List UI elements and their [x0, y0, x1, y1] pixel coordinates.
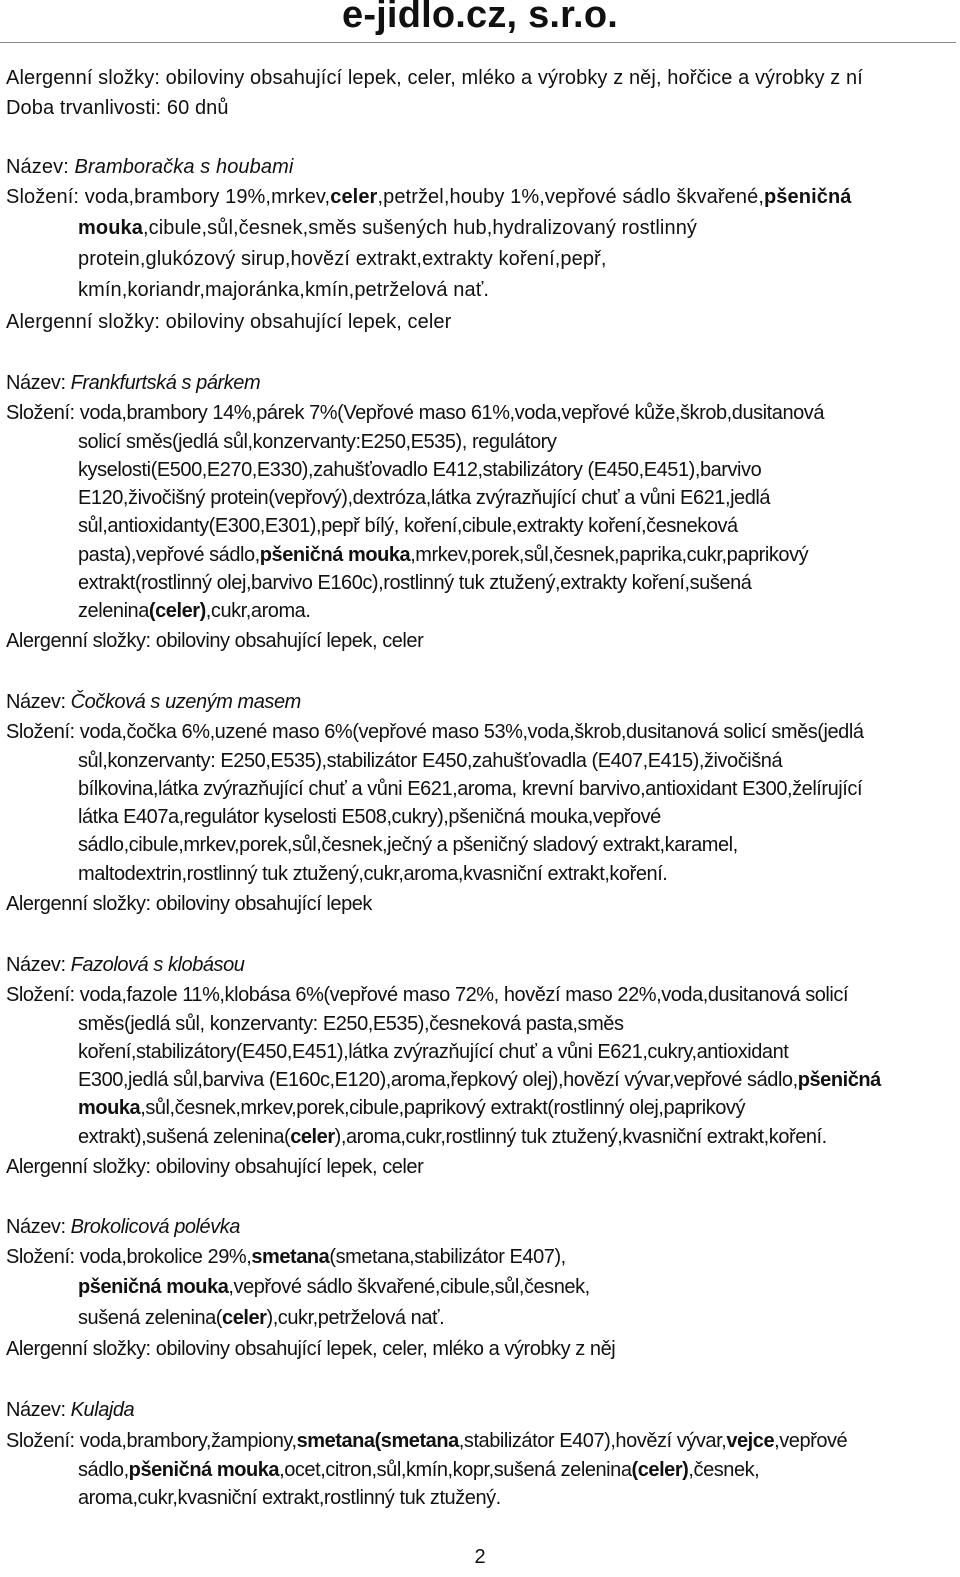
- composition-label: Složení:: [6, 721, 75, 743]
- composition-text: sádlo,: [78, 1459, 129, 1481]
- composition-line: [78, 458, 761, 482]
- composition-line: [78, 1275, 590, 1299]
- composition-line: [78, 1096, 745, 1120]
- composition-bold-allergen: celer: [330, 186, 378, 208]
- allergens-value: obiloviny obsahující lepek, celer: [165, 311, 452, 333]
- composition-bold-allergen: celer: [222, 1307, 267, 1329]
- composition-text: sůl,konzervanty: E250,E535),stabilizátor E450,zahušťovadla (E407,E415),živočišná: [78, 750, 783, 772]
- composition-bold-allergen: mouka: [78, 217, 143, 239]
- composition-text: kmín,koriandr,majoránka,kmín,petrželová nať.: [78, 279, 489, 301]
- composition-text: voda,brambory 19%,mrkev,: [84, 186, 331, 208]
- composition-text: ,ocet,citron,sůl,kmín,kopr,sušená zelenina: [279, 1459, 632, 1481]
- composition-bold-allergen: (celer): [148, 600, 206, 622]
- composition-text: ,vepřové sádlo škvařené,cibule,sůl,česnek,: [228, 1276, 590, 1298]
- allergens-value: obiloviny obsahující lepek: [155, 893, 372, 915]
- composition-line: [78, 1068, 881, 1092]
- composition-text: koření,stabilizátory(E450,E451),látka zvýrazňující chuť a vůni E621,cukry,antioxidant: [78, 1041, 789, 1063]
- composition-line: [78, 486, 770, 510]
- composition-text: bílkovina,látka zvýrazňující chuť a vůni E621,aroma, krevní barvivo,antioxidant E300,želírující: [78, 778, 863, 800]
- allergens-line: [6, 1155, 423, 1179]
- allergens-label: Alergenní složky:: [6, 1338, 151, 1360]
- composition-line: [78, 833, 738, 857]
- allergens-line: [6, 629, 423, 653]
- prev-allergens-line: Alergenní složky: obiloviny obsahující lepek, celer, mléko a výrobky z něj, hořčice a výrobky z ní: [6, 67, 863, 89]
- item-name-line: [6, 1398, 134, 1422]
- composition-text: extrakt),sušená zelenina(: [78, 1126, 291, 1148]
- composition-line: [78, 749, 782, 773]
- item-name: Brokolicová polévka: [70, 1216, 240, 1238]
- composition-text: voda,brambory 14%,párek 7%(Vepřové maso 61%,voda,vepřové kůže,škrob,dusitanová: [79, 402, 825, 424]
- item-name: Frankfurtská s párkem: [70, 372, 261, 394]
- composition-text: látka E407a,regulátor kyselosti E508,cukry),pšeničná mouka,vepřové: [78, 806, 661, 828]
- composition-line: [78, 430, 556, 454]
- item-name: Fazolová s klobásou: [70, 954, 245, 976]
- composition-line: [78, 1125, 827, 1149]
- composition-text: maltodextrin,rostlinný tuk ztužený,cukr,aroma,kvasniční extrakt,koření.: [78, 863, 668, 885]
- composition-text: aroma,cukr,kvasniční extrakt,rostlinný tuk ztužený.: [78, 1487, 501, 1509]
- composition-label: Složení:: [6, 186, 80, 208]
- composition-text: sůl,antioxidanty(E300,E301),pepř bílý, koření,cibule,extrakty koření,česneková: [78, 515, 738, 537]
- item-name-line: [6, 371, 260, 395]
- composition-line: [6, 1245, 566, 1269]
- composition-bold-allergen: vejce: [726, 1430, 775, 1452]
- allergens-label: Alergenní složky:: [6, 893, 151, 915]
- name-label: Název:: [6, 372, 66, 394]
- allergens-value: obiloviny obsahující lepek, celer: [155, 1156, 424, 1178]
- composition-line: [78, 543, 808, 567]
- allergens-line: [6, 310, 451, 334]
- composition-line: [78, 1306, 444, 1330]
- composition-text: sádlo,cibule,mrkev,porek,sůl,česnek,ječný a pšeničný sladový extrakt,karamel,: [78, 834, 738, 856]
- name-label: Název:: [6, 1216, 66, 1238]
- composition-line: [78, 514, 738, 538]
- composition-bold-allergen: smetana(smetana: [296, 1430, 459, 1452]
- composition-text: voda,čočka 6%,uzené maso 6%(vepřové maso 53%,voda,škrob,dusitanová solicí směs(jedlá: [79, 721, 864, 743]
- header-divider: [0, 42, 956, 43]
- item-name: Čočková s uzeným masem: [70, 691, 301, 713]
- composition-text: ,petržel,houby 1%,vepřové sádlo škvařené,: [377, 186, 764, 208]
- item-name-line: [6, 690, 301, 714]
- composition-text: ,cukr,aroma.: [205, 600, 311, 622]
- composition-label: Složení:: [6, 1246, 75, 1268]
- composition-line: [78, 571, 751, 595]
- composition-text: extrakt(rostlinný olej,barvivo E160c),rostlinný tuk ztužený,extrakty koření,sušená: [78, 572, 752, 594]
- name-label: Název:: [6, 954, 66, 976]
- allergens-label: Alergenní složky:: [6, 311, 160, 333]
- composition-label: Složení:: [6, 402, 75, 424]
- composition-text: voda,fazole 11%,klobása 6%(vepřové maso 72%, hovězí maso 22%,voda,dusitanová solicí: [79, 984, 849, 1006]
- composition-line: [6, 1429, 847, 1453]
- composition-text: E120,živočišný protein(vepřový),dextróza,látka zvýrazňující chuť a vůni E621,jedlá: [78, 487, 771, 509]
- composition-text: (smetana,stabilizátor E407),: [329, 1246, 566, 1268]
- composition-text: ,stabilizátor E407),hovězí vývar,: [458, 1430, 727, 1452]
- composition-bold-allergen: smetana: [251, 1246, 330, 1268]
- composition-line: [6, 401, 824, 425]
- name-label: Název:: [6, 1399, 66, 1421]
- allergens-value: obiloviny obsahující lepek, celer, mléko a výrobky z něj: [155, 1338, 616, 1360]
- name-label: Název:: [6, 691, 66, 713]
- composition-text: ,sůl,česnek,mrkev,porek,cibule,paprikový extrakt(rostlinný olej,paprikový: [140, 1097, 746, 1119]
- composition-bold-allergen: pšeničná mouka: [259, 544, 411, 566]
- composition-text: voda,brambory,žampiony,: [79, 1430, 297, 1452]
- composition-text: ),aroma,cukr,rostlinný tuk ztužený,kvasniční extrakt,koření.: [334, 1126, 827, 1148]
- composition-text: ,mrkev,porek,sůl,česnek,paprika,cukr,paprikový: [410, 544, 809, 566]
- allergens-label: Alergenní složky:: [6, 1156, 151, 1178]
- composition-line: [78, 216, 697, 240]
- composition-text: ),cukr,petrželová nať.: [266, 1307, 445, 1329]
- composition-bold-allergen: celer: [290, 1126, 335, 1148]
- composition-text: ,cibule,sůl,česnek,směs sušených hub,hydralizovaný rostlinný: [142, 217, 698, 239]
- composition-line: [78, 1486, 501, 1510]
- composition-bold-allergen: pšeničná mouka: [78, 1276, 229, 1298]
- company-header: e-jidlo.cz, s.r.o.: [341, 0, 618, 36]
- allergens-line: [6, 1337, 615, 1361]
- name-label: Název:: [6, 156, 69, 178]
- composition-text: kyselosti(E500,E270,E330),zahušťovadlo E412,stabilizátory (E450,E451),barvivo: [78, 459, 762, 481]
- composition-text: pasta),vepřové sádlo,: [78, 544, 260, 566]
- page-number: 2: [474, 1546, 486, 1568]
- composition-label: Složení:: [6, 1430, 75, 1452]
- allergens-value: obiloviny obsahující lepek, celer: [155, 630, 424, 652]
- composition-line: [78, 278, 489, 302]
- composition-bold-allergen: (celer): [631, 1459, 689, 1481]
- composition-text: zelenina: [78, 600, 149, 622]
- composition-bold-allergen: pšeničná mouka: [128, 1459, 280, 1481]
- composition-bold-allergen: pšeničná: [763, 186, 852, 208]
- composition-text: voda,brokolice 29%,: [79, 1246, 252, 1268]
- shelf-life-line: Doba trvanlivosti: 60 dnů: [6, 97, 229, 119]
- allergens-line: [6, 892, 372, 916]
- composition-line: [78, 805, 661, 829]
- item-name-line: [6, 953, 244, 977]
- composition-text: E300,jedlá sůl,barviva (E160c,E120),aroma,řepkový olej),hovězí vývar,vepřové sádlo,: [78, 1069, 798, 1091]
- composition-text: ,vepřové: [774, 1430, 848, 1452]
- composition-line: [78, 1012, 624, 1036]
- composition-line: [78, 777, 862, 801]
- composition-line: [78, 862, 667, 886]
- allergens-label: Alergenní složky:: [6, 630, 151, 652]
- composition-text: solicí směs(jedlá sůl,konzervanty:E250,E535), regulátory: [78, 431, 557, 453]
- composition-line: [6, 983, 848, 1007]
- composition-text: protein,glukózový sirup,hovězí extrakt,extrakty koření,pepř,: [78, 248, 607, 270]
- composition-bold-allergen: mouka: [78, 1097, 141, 1119]
- composition-line: [6, 720, 864, 744]
- composition-text: ,česnek,: [688, 1459, 760, 1481]
- item-name-line: [6, 1215, 240, 1239]
- item-name-line: [6, 155, 293, 179]
- composition-text: směs(jedlá sůl, konzervanty: E250,E535),česneková pasta,směs: [78, 1013, 624, 1035]
- composition-bold-allergen: pšeničná: [797, 1069, 881, 1091]
- composition-label: Složení:: [6, 984, 75, 1006]
- composition-line: [78, 1458, 759, 1482]
- composition-line: [78, 1040, 788, 1064]
- composition-text: sušená zelenina(: [78, 1307, 223, 1329]
- composition-line: [78, 599, 310, 623]
- item-name: Bramboračka s houbami: [74, 156, 294, 178]
- item-name: Kulajda: [70, 1399, 135, 1421]
- composition-line: [78, 247, 606, 271]
- composition-line: [6, 185, 851, 209]
